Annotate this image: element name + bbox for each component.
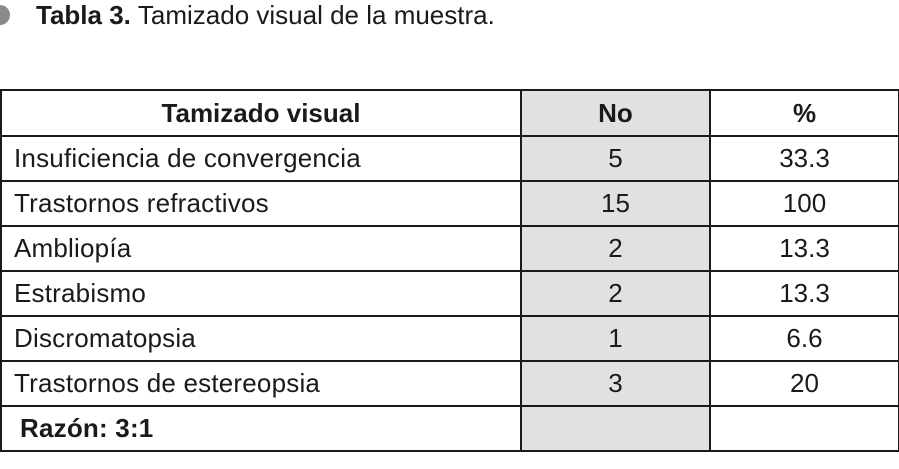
row-percent: 33.3 [710,136,899,181]
row-count: 2 [521,271,710,316]
header-percent: % [710,90,899,136]
table-row [1,316,899,361]
footer-count-cell [521,406,710,451]
table-row [1,361,899,406]
table-row [1,181,899,226]
row-count: 3 [521,361,710,406]
row-percent: 13.3 [710,226,899,271]
row-percent: 6.6 [710,316,899,361]
row-label: Discromatopsia [1,316,521,361]
row-label: Insuficiencia de convergencia [1,136,521,181]
row-percent: 20 [710,361,899,406]
table-footer-row [1,406,899,451]
row-count: 1 [521,316,710,361]
footer-percent-cell [710,406,899,451]
row-count: 5 [521,136,710,181]
table-row [1,271,899,316]
row-percent: 13.3 [710,271,899,316]
header-count: No [521,90,710,136]
table-header-row [1,90,899,136]
table-caption [0,0,495,30]
row-percent: 100 [710,181,899,226]
ratio-label: Razón: 3:1 [1,406,521,451]
half-circle-bullet-icon [0,5,10,25]
row-count: 2 [521,226,710,271]
table-row [1,226,899,271]
row-label: Estrabismo [1,271,521,316]
caption-title: Tamizado visual de la muestra. [137,0,495,30]
visual-screening-table [0,89,899,452]
row-label: Trastornos de estereopsia [1,361,521,406]
header-screening: Tamizado visual [1,90,521,136]
table-row [1,136,899,181]
caption-table-number: Tabla 3. [36,0,131,30]
row-label: Ambliopía [1,226,521,271]
row-count: 15 [521,181,710,226]
row-label: Trastornos refractivos [1,181,521,226]
